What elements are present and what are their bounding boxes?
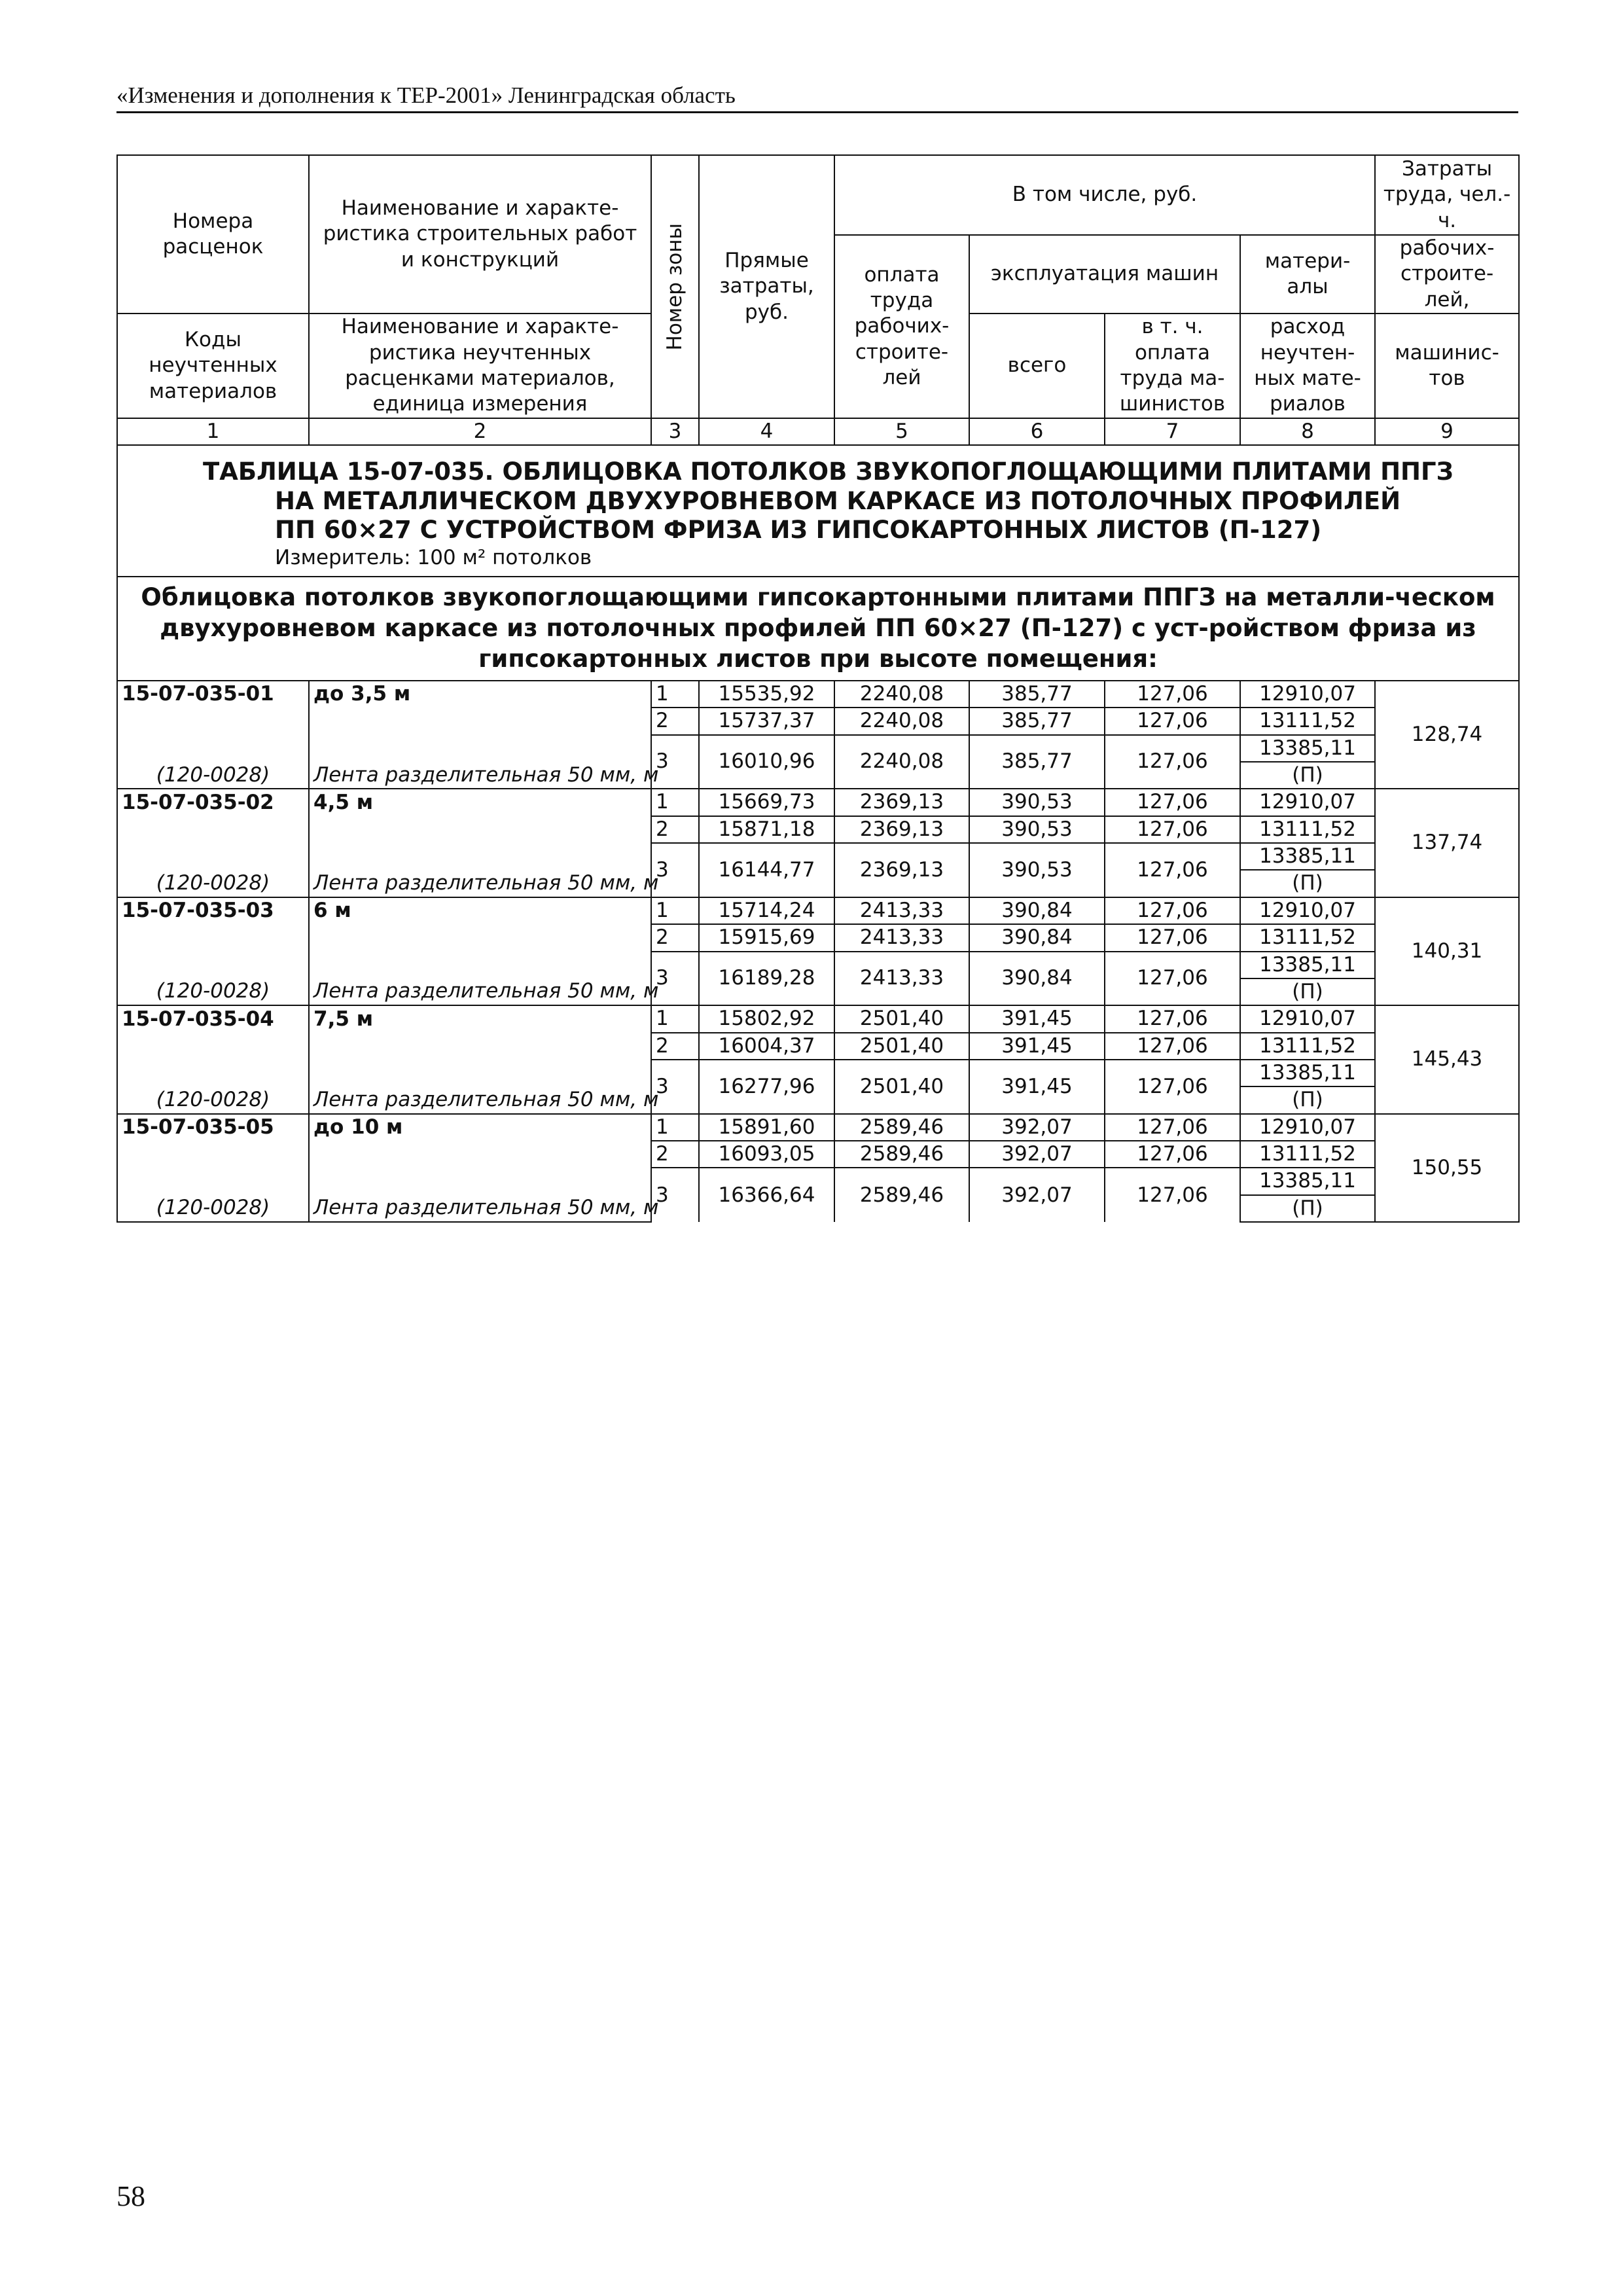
- machinist-wage: 127,06: [1105, 952, 1240, 1006]
- machinist-wage: 127,06: [1105, 1114, 1240, 1141]
- zone-number: 1: [651, 789, 699, 816]
- machinist-wage: 127,06: [1105, 1060, 1240, 1114]
- materials: 13111,52: [1240, 816, 1375, 843]
- header-labor-workers: рабочих-строите-лей,: [1375, 235, 1519, 314]
- zone-number: 3: [651, 1060, 699, 1114]
- material-code: (120-0028): [117, 870, 309, 897]
- table-row: [117, 897, 1519, 924]
- machines-total: 385,77: [969, 708, 1105, 734]
- materials: 13385,11: [1240, 1060, 1375, 1086]
- wage: 2240,08: [834, 708, 969, 734]
- machines-total: 385,77: [969, 735, 1105, 789]
- wage: 2413,33: [834, 952, 969, 1006]
- table-row: [117, 924, 1519, 951]
- material-name: Лента разделительная 50 мм, м: [309, 1086, 651, 1113]
- rate-name-blank: [309, 816, 651, 843]
- zone-number: 2: [651, 924, 699, 951]
- rate-code: 15-07-035-02: [117, 789, 309, 816]
- machinist-wage: 127,06: [1105, 1141, 1240, 1168]
- header-zone: [651, 155, 699, 418]
- machines-total: 385,77: [969, 681, 1105, 708]
- direct-costs: 16277,96: [699, 1060, 834, 1114]
- labor-workers: 150,55: [1375, 1114, 1519, 1222]
- header-wage: оплата труда рабочих-строите-лей: [834, 235, 969, 418]
- zone-number: 3: [651, 1168, 699, 1222]
- materials: 13111,52: [1240, 924, 1375, 951]
- rate-code: 15-07-035-04: [117, 1005, 309, 1032]
- materials: 13385,11: [1240, 735, 1375, 762]
- rate-code-blank: [117, 1141, 309, 1168]
- header-rate-numbers: Номера расценок: [117, 155, 309, 314]
- machinist-wage: 127,06: [1105, 681, 1240, 708]
- wage: 2369,13: [834, 843, 969, 897]
- materials: 13111,52: [1240, 1033, 1375, 1060]
- unaccounted-materials: (П): [1240, 978, 1375, 1005]
- direct-costs: 16004,37: [699, 1033, 834, 1060]
- col-number: 5: [834, 418, 969, 445]
- unaccounted-materials: (П): [1240, 1086, 1375, 1113]
- header-machines-total: всего: [969, 314, 1105, 418]
- table-row: [117, 952, 1519, 978]
- header-work-name: Наименование и характе-ристика строительных работ и конструкций: [309, 155, 651, 314]
- wage: 2501,40: [834, 1033, 969, 1060]
- machines-total: 392,07: [969, 1114, 1105, 1141]
- labor-workers: 145,43: [1375, 1005, 1519, 1113]
- table-row: [117, 1005, 1519, 1032]
- table-row: [117, 735, 1519, 762]
- rate-name-blank: [309, 843, 651, 870]
- material-name: Лента разделительная 50 мм, м: [309, 762, 651, 789]
- rate-name-blank: [309, 708, 651, 734]
- table-row: [117, 1168, 1519, 1194]
- header-including: В том числе, руб.: [834, 155, 1375, 235]
- material-code: (120-0028): [117, 1195, 309, 1222]
- header-unaccounted: расход неучтен-ных мате-риалов: [1240, 314, 1375, 418]
- unaccounted-materials: (П): [1240, 1195, 1375, 1222]
- machinist-wage: 127,06: [1105, 708, 1240, 734]
- zone-number: 1: [651, 897, 699, 924]
- rate-name-blank: [309, 1141, 651, 1168]
- wage: 2240,08: [834, 681, 969, 708]
- table-row: [117, 708, 1519, 734]
- zone-number: 2: [651, 816, 699, 843]
- header-labor-machinists: машинис-тов: [1375, 314, 1519, 418]
- table-title-line-3: ПП 60×27 С УСТРОЙСТВОМ ФРИЗА ИЗ ГИПСОКАРТОННЫХ ЛИСТОВ (П-127): [275, 516, 1322, 545]
- material-name: Лента разделительная 50 мм, м: [309, 1195, 651, 1222]
- machines-total: 392,07: [969, 1168, 1105, 1222]
- col-number: 4: [699, 418, 834, 445]
- machines-total: 390,84: [969, 924, 1105, 951]
- rate-code-blank: [117, 735, 309, 762]
- rate-name: 7,5 м: [309, 1005, 651, 1032]
- materials: 12910,07: [1240, 897, 1375, 924]
- rate-code-blank: [117, 1168, 309, 1194]
- zone-number: 2: [651, 708, 699, 734]
- table-title-line-1: ТАБЛИЦА 15-07-035. ОБЛИЦОВКА ПОТОЛКОВ ЗВУКОПОГЛОЩАЮЩИМИ ПЛИТАМИ ППГЗ: [203, 457, 1454, 486]
- wage: 2589,46: [834, 1114, 969, 1141]
- running-header: «Изменения и дополнения к ТЕР-2001» Ленинградская область: [116, 82, 1518, 113]
- rate-code-blank: [117, 924, 309, 951]
- rate-name-blank: [309, 1168, 651, 1194]
- zone-number: 1: [651, 1005, 699, 1032]
- rates-table: [116, 154, 1520, 1223]
- rate-name-blank: [309, 1033, 651, 1060]
- machinist-wage: 127,06: [1105, 735, 1240, 789]
- table-row: [117, 789, 1519, 816]
- material-code: (120-0028): [117, 762, 309, 789]
- unaccounted-materials: (П): [1240, 870, 1375, 897]
- table-unit: Измеритель: 100 м² потолков: [275, 545, 592, 569]
- direct-costs: 15871,18: [699, 816, 834, 843]
- page-number: 58: [116, 2180, 145, 2212]
- machinist-wage: 127,06: [1105, 843, 1240, 897]
- header-machines: эксплуатация машин: [969, 235, 1240, 314]
- table-row: [117, 1060, 1519, 1086]
- unaccounted-materials: (П): [1240, 762, 1375, 789]
- zone-number: 3: [651, 735, 699, 789]
- material-name: Лента разделительная 50 мм, м: [309, 870, 651, 897]
- header-zone-label: Номер зоны: [662, 223, 687, 351]
- materials: 13385,11: [1240, 843, 1375, 870]
- col-number: 1: [117, 418, 309, 445]
- machinist-wage: 127,06: [1105, 816, 1240, 843]
- machinist-wage: 127,06: [1105, 1033, 1240, 1060]
- subheading: Облицовка потолков звукопоглощающими гипсокартонными плитами ППГЗ на металли-ческом двухуровневом каркасе из потолочных профилей ПП 60×27 (П-127) с уст-ройством фриза из гипсокартонных листов при высоте помещения:: [117, 577, 1519, 681]
- labor-workers: 137,74: [1375, 789, 1519, 897]
- zone-number: 3: [651, 952, 699, 1006]
- rate-code-blank: [117, 1060, 309, 1086]
- wage: 2501,40: [834, 1005, 969, 1032]
- rate-code-blank: [117, 816, 309, 843]
- labor-workers: 140,31: [1375, 897, 1519, 1005]
- rate-name: 6 м: [309, 897, 651, 924]
- rate-name: 4,5 м: [309, 789, 651, 816]
- table-row: [117, 843, 1519, 870]
- materials: 13111,52: [1240, 1141, 1375, 1168]
- materials: 12910,07: [1240, 1114, 1375, 1141]
- machinist-wage: 127,06: [1105, 1168, 1240, 1222]
- table-row: [117, 816, 1519, 843]
- column-numbers-row: [117, 418, 1519, 445]
- material-name: Лента разделительная 50 мм, м: [309, 978, 651, 1005]
- direct-costs: 15669,73: [699, 789, 834, 816]
- direct-costs: 15737,37: [699, 708, 834, 734]
- material-code: (120-0028): [117, 1086, 309, 1113]
- rate-code: 15-07-035-01: [117, 681, 309, 708]
- direct-costs: 15915,69: [699, 924, 834, 951]
- col-number: 3: [651, 418, 699, 445]
- header-labor: Затраты труда, чел.-ч.: [1375, 155, 1519, 235]
- machinist-wage: 127,06: [1105, 789, 1240, 816]
- rate-name-blank: [309, 1060, 651, 1086]
- direct-costs: 15802,92: [699, 1005, 834, 1032]
- header-material-codes: Коды неучтенных материалов: [117, 314, 309, 418]
- materials: 12910,07: [1240, 789, 1375, 816]
- machines-total: 391,45: [969, 1033, 1105, 1060]
- header-machinist-wage: в т. ч. оплата труда ма-шинистов: [1105, 314, 1240, 418]
- wage: 2501,40: [834, 1060, 969, 1114]
- col-number: 9: [1375, 418, 1519, 445]
- direct-costs: 16010,96: [699, 735, 834, 789]
- machines-total: 390,53: [969, 789, 1105, 816]
- zone-number: 2: [651, 1141, 699, 1168]
- machines-total: 390,53: [969, 843, 1105, 897]
- machinist-wage: 127,06: [1105, 897, 1240, 924]
- col-number: 7: [1105, 418, 1240, 445]
- materials: 13385,11: [1240, 1168, 1375, 1194]
- rate-code-blank: [117, 843, 309, 870]
- wage: 2369,13: [834, 816, 969, 843]
- table-row: [117, 1141, 1519, 1168]
- table-title: [117, 445, 1519, 577]
- wage: 2589,46: [834, 1168, 969, 1222]
- zone-number: 3: [651, 843, 699, 897]
- rate-code: 15-07-035-05: [117, 1114, 309, 1141]
- machinist-wage: 127,06: [1105, 924, 1240, 951]
- zone-number: 1: [651, 681, 699, 708]
- machines-total: 391,45: [969, 1005, 1105, 1032]
- materials: 13385,11: [1240, 952, 1375, 978]
- rate-code-blank: [117, 952, 309, 978]
- header-direct-costs: Прямые затраты, руб.: [699, 155, 834, 418]
- machines-total: 390,84: [969, 952, 1105, 1006]
- wage: 2413,33: [834, 897, 969, 924]
- direct-costs: 16144,77: [699, 843, 834, 897]
- materials: 12910,07: [1240, 1005, 1375, 1032]
- wage: 2369,13: [834, 789, 969, 816]
- wage: 2240,08: [834, 735, 969, 789]
- machines-total: 390,84: [969, 897, 1105, 924]
- materials: 12910,07: [1240, 681, 1375, 708]
- direct-costs: 16093,05: [699, 1141, 834, 1168]
- rate-code-blank: [117, 708, 309, 734]
- table-title-line-2: НА МЕТАЛЛИЧЕСКОМ ДВУХУРОВНЕВОМ КАРКАСЕ ИЗ ПОТОЛОЧНЫХ ПРОФИЛЕЙ: [275, 486, 1401, 515]
- rate-name: до 10 м: [309, 1114, 651, 1141]
- col-number: 2: [309, 418, 651, 445]
- header-materials: матери-алы: [1240, 235, 1375, 314]
- machinist-wage: 127,06: [1105, 1005, 1240, 1032]
- col-number: 6: [969, 418, 1105, 445]
- machines-total: 390,53: [969, 816, 1105, 843]
- direct-costs: 15535,92: [699, 681, 834, 708]
- rate-name-blank: [309, 952, 651, 978]
- direct-costs: 16189,28: [699, 952, 834, 1006]
- table-row: [117, 1033, 1519, 1060]
- rate-code: 15-07-035-03: [117, 897, 309, 924]
- rate-name: до 3,5 м: [309, 681, 651, 708]
- labor-workers: 128,74: [1375, 681, 1519, 789]
- col-number: 8: [1240, 418, 1375, 445]
- rate-code-blank: [117, 1033, 309, 1060]
- table-row: [117, 1114, 1519, 1141]
- materials: 13111,52: [1240, 708, 1375, 734]
- header-material-names: Наименование и характе-ристика неучтенных расценками материалов, единица измерения: [309, 314, 651, 418]
- machines-total: 392,07: [969, 1141, 1105, 1168]
- direct-costs: 16366,64: [699, 1168, 834, 1222]
- machines-total: 391,45: [969, 1060, 1105, 1114]
- table-row: [117, 681, 1519, 708]
- zone-number: 1: [651, 1114, 699, 1141]
- direct-costs: 15891,60: [699, 1114, 834, 1141]
- material-code: (120-0028): [117, 978, 309, 1005]
- wage: 2413,33: [834, 924, 969, 951]
- wage: 2589,46: [834, 1141, 969, 1168]
- direct-costs: 15714,24: [699, 897, 834, 924]
- zone-number: 2: [651, 1033, 699, 1060]
- rate-name-blank: [309, 735, 651, 762]
- rate-name-blank: [309, 924, 651, 951]
